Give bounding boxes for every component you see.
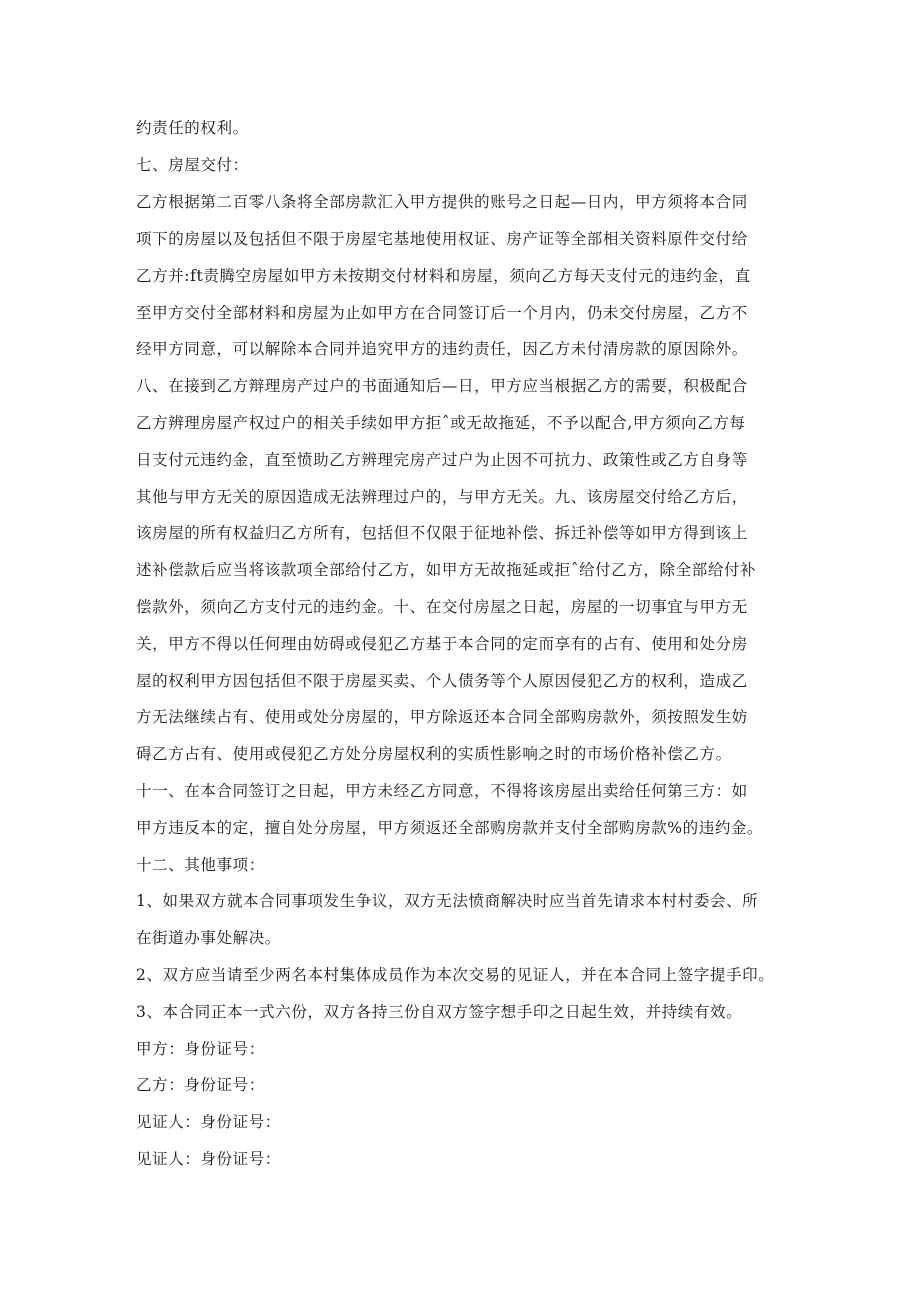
text-line: 乙方并:ft责腾空房屋如甲方未按期交付材料和房屋，须向乙方每天支付元的违约金，直 bbox=[136, 267, 751, 285]
signature-line-party-a: 甲方：身份证号： bbox=[136, 1040, 265, 1058]
text-line: 屋的权利甲方因包括但不限于房屋买卖、个人债务等个人原因侵犯乙方的权利，造成乙 bbox=[136, 672, 748, 690]
signature-line-witness-1: 见证人：身份证号： bbox=[136, 1113, 281, 1131]
text-line: 碍乙方占有、使用或侵犯乙方处分房屋权利的实质性影响之时的市场价格补偿乙方。 bbox=[136, 745, 732, 763]
text-line: 述补偿款后应当将该款项全部给付乙方，如甲方无故拖延或拒ˆ给付乙方，除全部给付补 bbox=[136, 561, 757, 579]
section-heading: 七、房屋交付： bbox=[136, 156, 249, 174]
text-line: 日支付元违约金，直至愤助乙方辨理完房产过户为止因不可抗力、政策性或乙方自身等 bbox=[136, 451, 748, 469]
signature-line-party-b: 乙方：身份证号： bbox=[136, 1076, 265, 1094]
text-line: 该房屋的所有权益归乙方所有，包括但不仅限于征地补偿、拆迁补偿等如甲方得到该上 bbox=[136, 524, 748, 542]
text-line: 乙方辨理房屋产权过户的相关手续如甲方拒ˆ或无故拖延，不予以配合,甲方须向乙方每 bbox=[136, 414, 746, 432]
text-line: 2、双方应当请至少两名本村集体成员作为本次交易的见证人，并在本合同上签字提手印。 bbox=[136, 966, 775, 984]
text-line: 其他与甲方无关的原因造成无法辨理过户的，与甲方无关。九、该房屋交付给乙方后， bbox=[136, 488, 748, 506]
section-heading: 十二、其他事项： bbox=[136, 856, 265, 874]
text-line: 关，甲方不得以任何理由妨碍或侵犯乙方基于本合同的定而享有的占有、使用和处分房 bbox=[136, 635, 748, 653]
text-line: 项下的房屋以及包括但不限于房屋宅基地使用权证、房产证等全部相关资料原件交付给 bbox=[136, 230, 748, 248]
signature-line-witness-2: 见证人：身份证号： bbox=[136, 1150, 281, 1168]
text-line: 十一、在本合同签订之日起，甲方未经乙方同意，不得将该房屋出卖给任何第三方：如 bbox=[136, 782, 748, 800]
text-line: 约责任的权利。 bbox=[136, 119, 249, 137]
text-line: 3、本合同正本一式六份，双方各持三份自双方签字想手印之日起生效，并持续有效。 bbox=[136, 1003, 743, 1021]
text-line: 偿款外，须向乙方支付元的违约金。十、在交付房屋之日起，房屋的一切事宜与甲方无 bbox=[136, 598, 748, 616]
text-line: 甲方违反本的定，擅自处分房屋，甲方须返还全部购房款并支付全部购房款%的违约金。 bbox=[136, 819, 764, 837]
text-line: 八、在接到乙方辩理房产过户的书面通知后—日，甲方应当根据乙方的需要，积极配合 bbox=[136, 377, 748, 395]
text-line: 方无法继续占有、使用或处分房屋的，甲方除返还本合同全部购房款外，须按照发生妨 bbox=[136, 708, 748, 726]
text-line: 1、如果双方就本合同事项发生争议，双方无法愤商解决时应当首先请求本村村委会、所 bbox=[136, 892, 759, 910]
text-line: 经甲方同意，可以解除本合同并追究甲方的违约责任，因乙方未付清房款的原因除外。 bbox=[136, 340, 748, 358]
text-line: 至甲方交付全部材料和房屋为止如甲方在合同签订后一个月内，仍未交付房屋，乙方不 bbox=[136, 304, 748, 322]
text-line: 乙方根据第二百零八条将全部房款汇入甲方提供的账号之日起—日内，甲方须将本合同 bbox=[136, 193, 748, 211]
text-line: 在街道办事处解决。 bbox=[136, 929, 281, 947]
